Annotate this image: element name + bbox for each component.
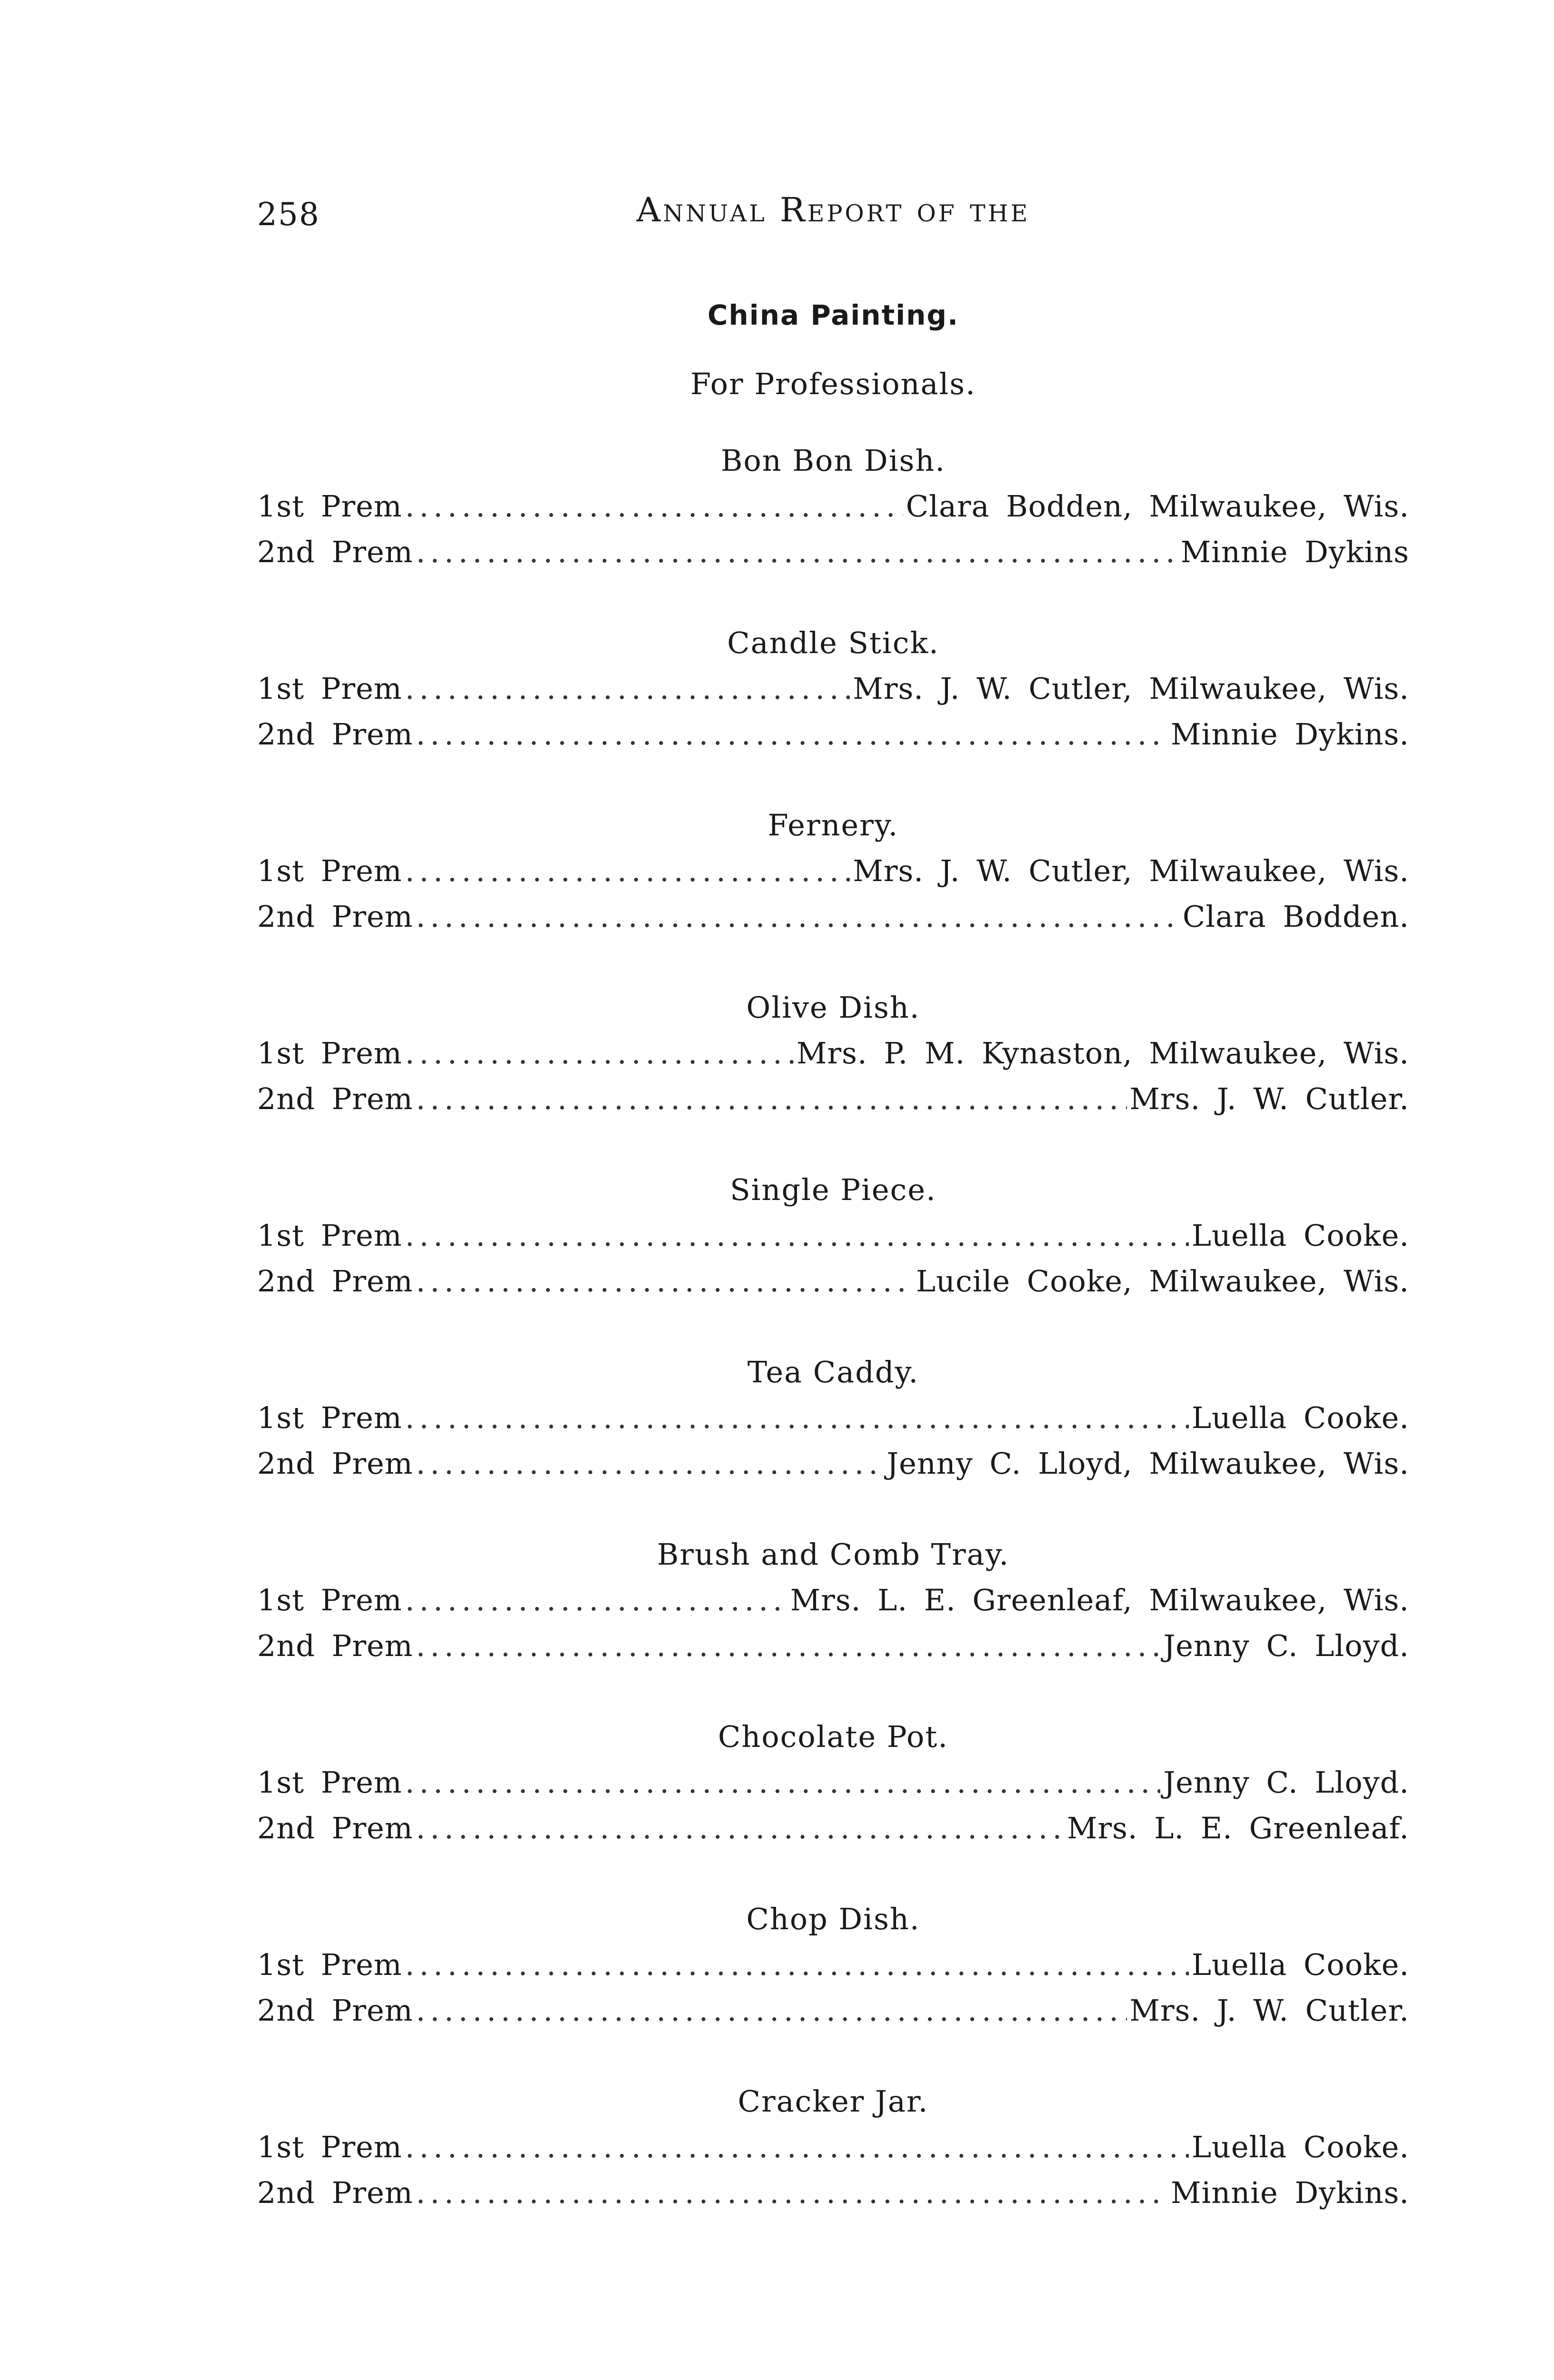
dot-leader — [416, 529, 1178, 575]
premium-winner: Luella Cooke. — [1191, 1947, 1409, 1982]
premium-entry — [257, 1805, 1409, 1851]
premium-entry — [257, 1395, 1409, 1441]
category-bon-bon-dish — [257, 438, 1409, 620]
premium-entry — [257, 894, 1409, 940]
section-subtitle: For Professionals. — [690, 367, 976, 401]
category-title: Cracker Jar. — [737, 2084, 929, 2119]
premium-rank: 2nd Prem — [257, 1081, 413, 1116]
premium-rank: 2nd Prem — [257, 535, 413, 569]
category-title: Single Piece. — [730, 1172, 936, 1207]
premium-winner: Minnie Dykins — [1180, 535, 1409, 569]
premium-winner: Luella Cooke. — [1191, 2130, 1409, 2164]
category-tea-caddy — [257, 1349, 1409, 1532]
dot-leader — [416, 712, 1168, 757]
premium-list — [257, 438, 1409, 2261]
dot-leader — [405, 1577, 787, 1623]
premium-entry — [257, 712, 1409, 757]
dot-leader — [416, 1076, 1127, 1122]
category-chop-dish — [257, 1896, 1409, 2079]
premium-winner: Mrs. P. M. Kynaston, Milwaukee, Wis. — [797, 1036, 1409, 1071]
premium-rank: 1st Prem — [257, 1583, 402, 1617]
premium-entry — [257, 2124, 1409, 2170]
premium-entry — [257, 1076, 1409, 1122]
category-title: Candle Stick. — [727, 625, 939, 660]
premium-winner: Jenny C. Lloyd, Milwaukee, Wis. — [887, 1446, 1409, 1481]
dot-leader — [416, 1805, 1064, 1851]
premium-winner: Minnie Dykins. — [1171, 717, 1409, 752]
premium-entry — [257, 1213, 1409, 1259]
premium-winner: Luella Cooke. — [1191, 1400, 1409, 1435]
premium-entry — [257, 666, 1409, 712]
category-chocolate-pot — [257, 1714, 1409, 1896]
dot-leader — [405, 1395, 1189, 1441]
premium-winner: Jenny C. Lloyd. — [1163, 1765, 1409, 1800]
premium-winner: Jenny C. Lloyd. — [1163, 1628, 1409, 1663]
category-title: Bon Bon Dish. — [720, 443, 946, 478]
page-header — [257, 190, 1409, 248]
premium-rank: 1st Prem — [257, 853, 402, 888]
premium-entry — [257, 529, 1409, 575]
dot-leader — [405, 1213, 1189, 1259]
premium-rank: 2nd Prem — [257, 1264, 413, 1299]
premium-entry — [257, 848, 1409, 894]
premium-entry — [257, 1760, 1409, 1805]
premium-rank: 2nd Prem — [257, 717, 413, 752]
premium-entry — [257, 1623, 1409, 1669]
category-title: Brush and Comb Tray. — [657, 1537, 1010, 1572]
premium-entry — [257, 1942, 1409, 1988]
category-title: Olive Dish. — [746, 990, 920, 1025]
premium-rank: 1st Prem — [257, 1400, 402, 1435]
premium-rank: 1st Prem — [257, 1947, 402, 1982]
dot-leader — [405, 1760, 1161, 1805]
premium-winner: Luella Cooke. — [1191, 1218, 1409, 1253]
dot-leader — [416, 1623, 1161, 1669]
premium-rank: 1st Prem — [257, 671, 402, 706]
category-candle-stick — [257, 620, 1409, 803]
premium-rank: 2nd Prem — [257, 1446, 413, 1481]
section-title: China Painting. — [707, 299, 959, 331]
premium-rank: 1st Prem — [257, 2130, 402, 2164]
premium-entry — [257, 1259, 1409, 1304]
dot-leader — [416, 1441, 884, 1487]
premium-winner: Mrs. J. W. Cutler. — [1129, 1993, 1409, 2028]
category-cracker-jar — [257, 2079, 1409, 2261]
dot-leader — [405, 848, 850, 894]
page-number: 258 — [257, 196, 320, 233]
premium-winner: Lucile Cooke, Milwaukee, Wis. — [916, 1264, 1409, 1299]
category-title: Fernery. — [767, 808, 899, 843]
premium-rank: 2nd Prem — [257, 1811, 413, 1845]
premium-winner: Mrs. J. W. Cutler, Milwaukee, Wis. — [853, 853, 1409, 888]
category-fernery — [257, 803, 1409, 985]
premium-rank: 2nd Prem — [257, 1628, 413, 1663]
dot-leader — [416, 2170, 1168, 2216]
premium-winner: Mrs. J. W. Cutler, Milwaukee, Wis. — [853, 671, 1409, 706]
premium-rank: 1st Prem — [257, 1765, 402, 1800]
premium-winner: Mrs. J. W. Cutler. — [1129, 1081, 1409, 1116]
premium-rank: 2nd Prem — [257, 899, 413, 934]
category-olive-dish — [257, 985, 1409, 1167]
category-title: Tea Caddy. — [747, 1355, 919, 1389]
dot-leader — [405, 484, 903, 529]
dot-leader — [405, 1942, 1189, 1988]
premium-rank: 1st Prem — [257, 489, 402, 524]
premium-winner: Mrs. L. E. Greenleaf. — [1066, 1811, 1409, 1845]
dot-leader — [405, 1031, 794, 1076]
premium-entry — [257, 1988, 1409, 2033]
premium-entry — [257, 1441, 1409, 1487]
premium-winner: Clara Bodden. — [1182, 899, 1409, 934]
category-brush-and-comb-tray — [257, 1532, 1409, 1714]
premium-rank: 2nd Prem — [257, 2175, 413, 2210]
premium-winner: Mrs. L. E. Greenleaf, Milwaukee, Wis. — [790, 1583, 1409, 1617]
dot-leader — [416, 1988, 1127, 2033]
premium-winner: Clara Bodden, Milwaukee, Wis. — [906, 489, 1409, 524]
category-single-piece — [257, 1167, 1409, 1349]
premium-rank: 2nd Prem — [257, 1993, 413, 2028]
category-title: Chop Dish. — [746, 1902, 920, 1936]
premium-entry — [257, 1577, 1409, 1623]
dot-leader — [405, 2124, 1189, 2170]
category-title: Chocolate Pot. — [717, 1719, 948, 1754]
premium-winner: Minnie Dykins. — [1171, 2175, 1409, 2210]
premium-rank: 1st Prem — [257, 1036, 402, 1071]
dot-leader — [416, 1259, 913, 1304]
premium-entry — [257, 2170, 1409, 2216]
dot-leader — [405, 666, 850, 712]
dot-leader — [416, 894, 1180, 940]
premium-entry — [257, 1031, 1409, 1076]
premium-rank: 1st Prem — [257, 1218, 402, 1253]
running-head: Annual Report of the — [636, 190, 1030, 229]
premium-entry — [257, 484, 1409, 529]
